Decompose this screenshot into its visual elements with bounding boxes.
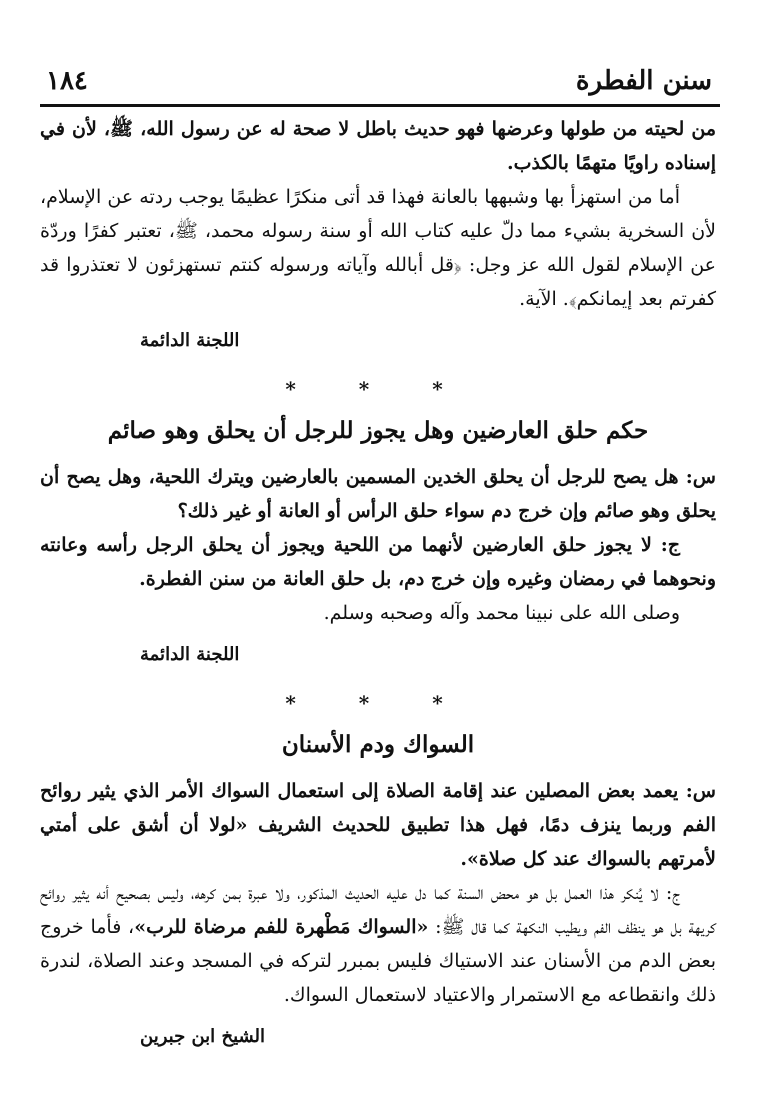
question-paragraph: س: يعمد بعض المصلين عند إقامة الصلاة إلى استعمال السواك الأمر الذي يثير روائح الفم وربما ينزف دمًا، فهل هذا تطبيق للحديث الشريف «لولا أن أشق على أمتي لأمرتهم بالسواك عند كل صلاة». bbox=[40, 780, 716, 870]
section-divider: * * * bbox=[285, 691, 471, 715]
section-divider: * * * bbox=[285, 377, 471, 401]
question-paragraph: س: هل يصح للرجل أن يحلق الخدين المسمين بالعارضين ويترك اللحية، وهل يصح أن يحلق وهو صائم وإن خرج دم سواء حلق الرأس أو العانة أو غير ذلك؟ bbox=[40, 466, 716, 522]
signature-ibn-jibreen: الشيخ ابن جبرين bbox=[140, 1026, 266, 1047]
running-title: سنن الفطرة bbox=[575, 66, 712, 96]
answer-text-part2: ، فأما خروج بعض الدم من الأسنان عند الاستياك فليس بمبرر لتركه في المسجد وعند الصلاة، لندرة ذلك وانقطاعه مع الاستمرار والاعتياد لاستعمال السواك. bbox=[40, 916, 716, 1006]
closing-prayer: وصلى الله على نبينا محمد وآله وصحبه وسلم. bbox=[323, 602, 680, 624]
section-cheek-shaving bbox=[40, 414, 716, 672]
page-content bbox=[40, 112, 716, 1054]
continued-paragraph: من لحيته من طولها وعرضها فهو حديث باطل لا صحة له عن رسول الله، ﷺ، لأن في إسناده راويًا متهمًا بالكذب. bbox=[40, 118, 716, 174]
page-header bbox=[40, 64, 720, 107]
section-heading: السواك ودم الأسنان bbox=[281, 731, 475, 758]
paragraph-mockery: أما من استهزأ بها وشبهها بالعانة فهذا قد أتى منكرًا عظيمًا يوجب ردته عن الإسلام، لأن السخرية بشيء مما دلّ عليه كتاب الله أو سنة رسوله محمد، ﷺ، تعتبر كفرًا وردّة عن الإسلام لقول الله عز وجل: ﴿قل أبالله وآياته ورسوله كنتم تستهزئون لا تعتذروا قد كفرتم بعد إيمانكم﴾. الآية. bbox=[40, 186, 716, 310]
answer-paragraph: ج: لا يجوز حلق العارضين لأنهما من اللحية ويجوز أن يحلق الرجل رأسه وعانته ونحوهما في رمضان وغيره وإن خرج دم، بل حلق العانة من سنن الفطرة. bbox=[40, 534, 716, 590]
hadith-quote: «السواك مَطْهرة للفم مرضاة للرب» bbox=[134, 916, 429, 938]
section-continued bbox=[40, 112, 716, 358]
signature-permanent-committee: اللجنة الدائمة bbox=[140, 330, 240, 351]
signature-permanent-committee: اللجنة الدائمة bbox=[140, 644, 240, 665]
page-number: ١٨٤ bbox=[46, 66, 88, 96]
section-heading: حكم حلق العارضين وهل يجوز للرجل أن يحلق وهو صائم bbox=[107, 417, 649, 444]
answer-text-part1: ج: لا يُنكر هذا العمل بل هو محض السنة كما دل عليه الحديث المذكور، ولا عبرة بمن كرهه، وليس بصحيح أنه يثير روائح كريهة بل هو ينظف الفم ويطيب النكهة كما قال ﷺ: bbox=[40, 882, 716, 938]
answer-paragraph bbox=[40, 876, 716, 1012]
section-siwak bbox=[40, 728, 716, 1054]
